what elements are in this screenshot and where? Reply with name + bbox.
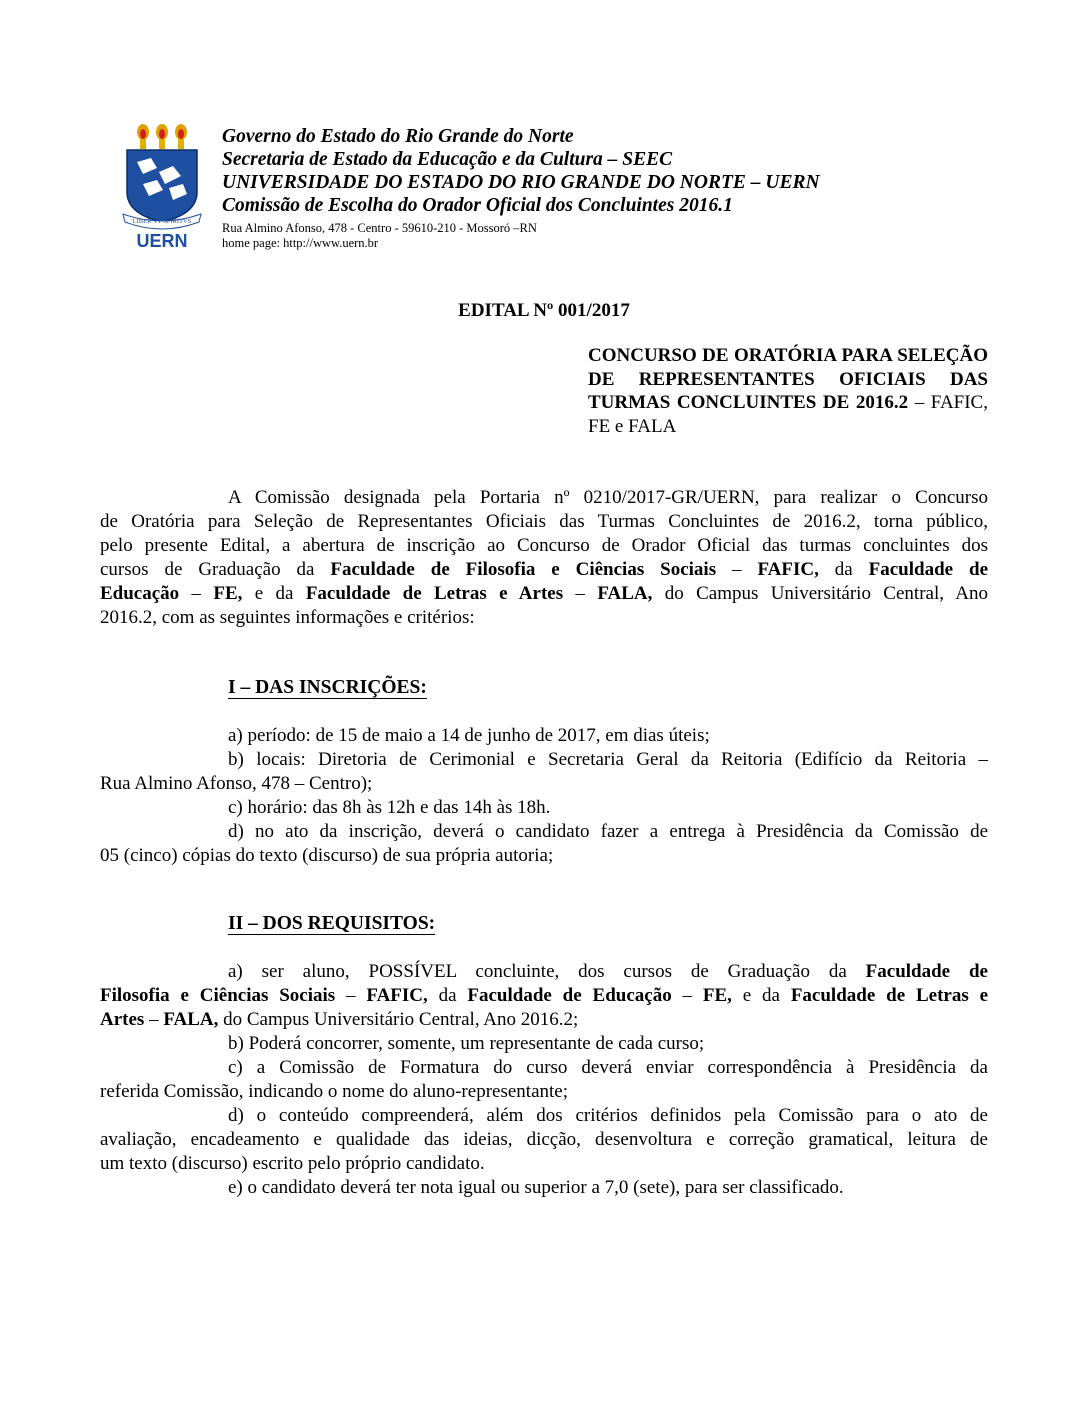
intro-line — [100, 558, 988, 582]
intro-line: de Oratória para Seleção de Representantes Oficiais das Turmas Concluintes de 2016.2, torna público, — [100, 511, 988, 532]
torch-icon — [175, 124, 187, 149]
text-run: – — [144, 1009, 164, 1030]
text-run-bold: FE, — [213, 583, 243, 604]
ementa-rest: – FAFIC, FE e FALA — [588, 392, 988, 437]
ementa-bold: CONCURSO DE ORATÓRIA PARA SELEÇÃO DE REPRESENTANTES OFICIAIS DAS TURMAS CONCLUINTES DE 2016.2 — [588, 345, 988, 413]
text-run-bold: Faculdade de Letras e Artes — [305, 583, 564, 604]
text-run: cursos de Graduação da — [100, 559, 331, 580]
text-run: do Campus Universitário Central, Ano — [652, 583, 989, 604]
section-heading-inscricoes — [228, 677, 427, 699]
shield-icon — [127, 150, 197, 222]
section-heading-requisitos — [228, 913, 435, 935]
item-line: um texto (discurso) escrito pelo próprio candidato. — [100, 1153, 485, 1174]
text-run: – — [671, 985, 703, 1006]
item-line — [100, 1008, 988, 1032]
item-line: e) o candidato deverá ter nota igual ou superior a 7,0 (sete), para ser classificado. — [228, 1177, 844, 1198]
logo-motto: LIBER VT SPIRITVS — [132, 218, 192, 225]
torch-icon — [137, 124, 149, 149]
header-university: UNIVERSIDADE DO ESTADO DO RIO GRANDE DO NORTE – UERN — [222, 172, 820, 193]
text-run-bold: Faculdade de — [865, 961, 988, 982]
text-run-bold: FAFIC, — [757, 559, 819, 580]
text-run-bold: Faculdade de Educação — [467, 985, 672, 1006]
text-run-bold: Faculdade de Filosofia e Ciências Sociais — [330, 559, 717, 580]
item-line: d) no ato da inscrição, deverá o candidato fazer a entrega à Presidência da Comissão de — [228, 821, 988, 842]
uern-logo — [115, 122, 209, 250]
item-line: referida Comissão, indicando o nome do aluno-representante; — [100, 1081, 568, 1102]
header-government: Governo do Estado do Rio Grande do Norte — [222, 126, 574, 147]
intro-line: 2016.2, com as seguintes informações e critérios: — [100, 607, 475, 628]
header-homepage: home page: http://www.uern.br — [222, 236, 379, 250]
text-run: – — [563, 583, 598, 604]
text-run-bold: Faculdade de — [868, 559, 988, 580]
item-line: d) o conteúdo compreenderá, além dos critérios definidos pela Comissão para o ato de — [228, 1105, 988, 1126]
item-line: a) período: de 15 de maio a 14 de junho de 2017, em dias úteis; — [228, 725, 710, 746]
text-run-bold: FALA, — [163, 1009, 219, 1030]
text-run: – — [179, 583, 214, 604]
intro-line: pelo presente Edital, a abertura de inscrição ao Concurso de Orador Oficial das turmas concluintes dos — [100, 535, 988, 556]
text-run: e da — [731, 985, 791, 1006]
text-run-bold: Educação — [100, 583, 180, 604]
header-commission: Comissão de Escolha do Orador Oficial dos Concluintes 2016.1 — [222, 195, 733, 216]
text-run: do Campus Universitário Central, Ano 2016.2; — [218, 1009, 579, 1030]
text-run-bold: FE, — [702, 985, 732, 1006]
item-line: b) Poderá concorrer, somente, um representante de cada curso; — [228, 1033, 705, 1054]
text-run: a) ser aluno, POSSÍVEL concluinte, dos cursos de Graduação da — [228, 961, 866, 982]
ementa — [588, 344, 988, 438]
item-line: b) locais: Diretoria de Cerimonial e Secretaria Geral da Reitoria (Edifício da Reitoria – — [228, 749, 988, 770]
item-line — [100, 984, 988, 1008]
section-heading-text: II – DOS REQUISITOS: — [228, 913, 436, 934]
intro-line: A Comissão designada pela Portaria nº 0210/2017-GR/UERN, para realizar o Concurso — [228, 487, 988, 508]
intro-line — [100, 582, 988, 606]
item-line: Rua Almino Afonso, 478 – Centro); — [100, 773, 373, 794]
text-run: da — [818, 559, 869, 580]
header-secretariat: Secretaria de Estado da Educação e da Cultura – SEEC — [222, 149, 673, 170]
text-run-bold: FALA, — [597, 583, 653, 604]
text-run: – — [716, 559, 758, 580]
item-line — [100, 960, 988, 984]
item-line: c) a Comissão de Formatura do curso deverá enviar correspondência à Presidência da — [228, 1057, 988, 1078]
item-line: avaliação, encadeamento e qualidade das ideias, dicção, desenvoltura e correção gramatical, leitura de — [100, 1129, 988, 1150]
text-run-bold: FAFIC, — [366, 985, 428, 1006]
torch-icon — [156, 124, 168, 149]
text-run: da — [427, 985, 468, 1006]
header-address: Rua Almino Afonso, 478 - Centro - 59610-210 - Mossoró –RN — [222, 221, 537, 235]
section-heading-text: I – DAS INSCRIÇÕES: — [228, 677, 427, 698]
edital-title: EDITAL Nº 001/2017 — [458, 300, 630, 321]
logo-acronym: UERN — [136, 231, 188, 250]
text-run-bold: Filosofia e Ciências Sociais — [100, 985, 336, 1006]
text-run-bold: Artes — [100, 1009, 145, 1030]
text-run: – — [335, 985, 367, 1006]
item-line: 05 (cinco) cópias do texto (discurso) de sua própria autoria; — [100, 845, 554, 866]
item-line: c) horário: das 8h às 12h e das 14h às 18h. — [228, 797, 551, 818]
text-run-bold: Faculdade de Letras e — [790, 985, 989, 1006]
text-run: e da — [242, 583, 306, 604]
